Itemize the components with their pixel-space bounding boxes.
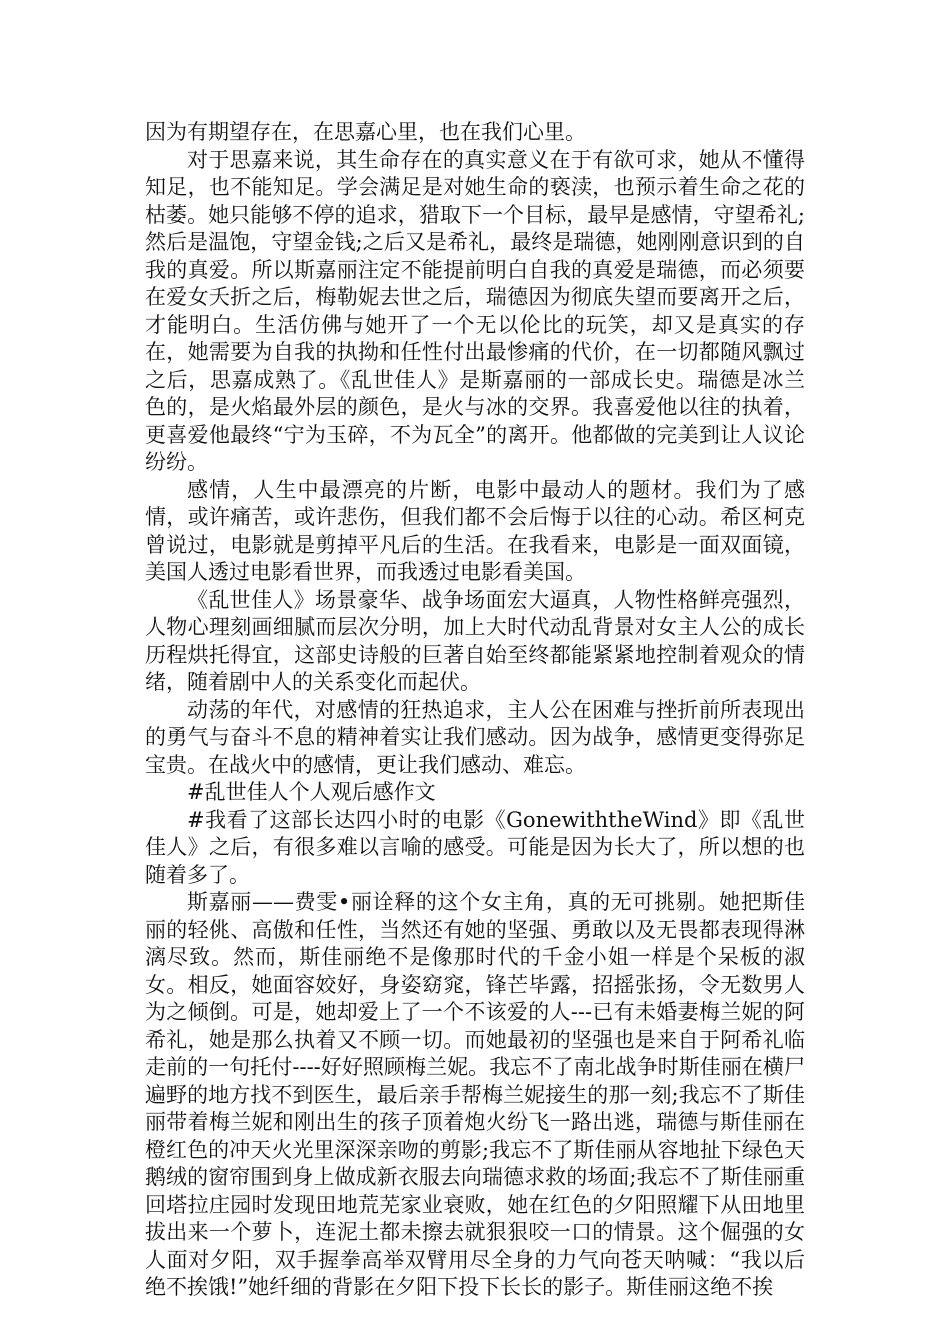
- paragraph: 因为有期望存在，在思嘉心里，也在我们心里。: [145, 120, 586, 144]
- paragraph: 对于思嘉来说，其生命存在的真实意义在于有欲可求，她从不懂得知足，也不能知足。学会满足是对她生命的亵渎，也预示着生命之花的枯萎。她只能够不停的追求，猎取下一个目标，最早是感情，守望希礼;然后是温饱，守望金钱;之后又是希礼，最终是瑞德，她刚刚意识到的自我的真爱。所以斯嘉丽注定不能提前明白自我的真爱是瑞德，而必须要在爱女夭折之后，梅勒妮去世之后，瑞德因为彻底失望而要离开之后，才能明白。生活仿佛与她开了一个无以伦比的玩笑，却又是真实的存在，她需要为自我的执拗和任性付出最惨痛的代价，在一切都随风飘过之后，思嘉成熟了。《乱世佳人》是斯嘉丽的一部成长史。瑞德是冰兰色的，是火焰最外层的颜色，是火与冰的交界。我喜爱他以往的执着，更喜爱他最终“宁为玉碎，不为瓦全”的离开。他都做的完美到让人议论纷纷。: [145, 147, 805, 474]
- paragraph: 动荡的年代，对感情的狂热追求，主人公在困难与挫折前所表现出的勇气与奋斗不息的精神着实让我们感动。因为战争，感情更变得弥足宝贵。在战火中的感情，更让我们感动、难忘。: [145, 697, 805, 777]
- paragraph: #我看了这部长达四小时的电影《GonewiththeWind》即《乱世佳人》之后，有很多难以言喻的感受。可能是因为长大了，所以想的也随着多了。: [145, 807, 805, 887]
- section-heading: #乱世佳人个人观后感作文: [187, 780, 436, 804]
- paragraph: 斯嘉丽——费雯•丽诠释的这个女主角，真的无可挑剔。她把斯佳丽的轻佻、高傲和任性，当然还有她的坚强、勇敢以及无畏都表现得淋漓尽致。然而，斯佳丽绝不是像那时代的千金小姐一样是个呆板的淑女。相反，她面容姣好，身姿窈窕，锋芒毕露，招摇张扬，令无数男人为之倾倒。可是，她却爱上了一个不该爱的人---已有未婚妻梅兰妮的阿希礼，她是那么执着又不顾一切。而她最初的坚强也是来自于阿希礼临走前的一句托付----好好照顾梅兰妮。我忘不了南北战争时斯佳丽在横尸遍野的地方找不到医生，最后亲手帮梅兰妮接生的那一刻;我忘不了斯佳丽带着梅兰妮和刚出生的孩子顶着炮火纷飞一路出逃，瑞德与斯佳丽在橙红色的冲天火光里深深亲吻的剪影;我忘不了斯佳丽从容地扯下绿色天鹅绒的窗帘围到身上做成新衣服去向瑞德求救的场面;我忘不了斯佳丽重回塔拉庄园时发现田地荒芜家业衰败，她在红色的夕阳照耀下从田地里拔出来一个萝卜，连泥土都未擦去就狠狠咬一口的情景。这个倔强的女人面对夕阳，双手握拳高举双臂用尽全身的力气向苍天呐喊：“我以后绝不挨饿!”她纤细的背影在夕阳下投下长长的影子。斯佳丽这绝不挨: [145, 890, 805, 1299]
- document-body: [145, 119, 805, 1302]
- paragraph: 感情，人生中最漂亮的片断，电影中最动人的题材。我们为了感情，或许痛苦，或许悲伤，但我们都不会后悔于以往的心动。希区柯克曾说过，电影就是剪掉平凡后的生活。在我看来，电影是一面双面镜，美国人透过电影看世界，而我透过电影看美国。: [145, 477, 805, 584]
- paragraph: 《乱世佳人》场景豪华、战争场面宏大逼真，人物性格鲜亮强烈，人物心理刻画细腻而层次分明，加上大时代动乱背景对女主人公的成长历程烘托得宜，这部史诗般的巨著自始至终都能紧紧地控制着观众的情绪，随着剧中人的关系变化而起伏。: [145, 587, 805, 694]
